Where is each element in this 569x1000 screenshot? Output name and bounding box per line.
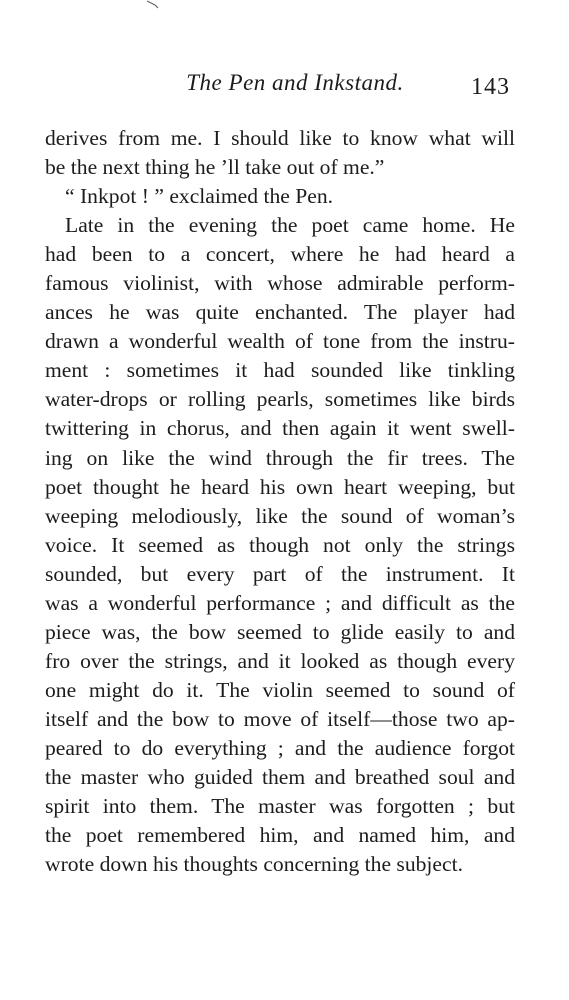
text-line: ing on like the wind through the fir trees. The	[45, 445, 515, 470]
text-line: water-drops or rolling pearls, sometimes like birds	[45, 387, 515, 412]
text-line: wrote down his thoughts concerning the subject.	[45, 852, 463, 877]
paragraph	[45, 124, 515, 182]
text-line: itself and the bow to move of itself—those two ap-	[45, 706, 515, 731]
text-line: ment : sometimes it had sounded like tinkling	[45, 358, 515, 383]
text-line: poet thought he heard his own heart weeping, but	[45, 474, 515, 499]
text-line: weeping melodiously, like the sound of woman’s	[45, 503, 515, 528]
text-line: sounded, but every part of the instrument. It	[45, 561, 515, 586]
paragraph	[45, 182, 515, 211]
text-line: derives from me. I should like to know what will	[45, 126, 515, 150]
page-header	[40, 70, 530, 110]
text-line: be the next thing he ’ll take out of me.”	[45, 155, 385, 180]
text-line: fro over the strings, and it looked as though every	[45, 648, 515, 673]
text-line: “ Inkpot ! ” exclaimed the Pen.	[65, 184, 334, 209]
text-line: the master who guided them and breathed soul and	[45, 765, 515, 790]
text-line: piece was, the bow seemed to glide easily to and	[45, 619, 515, 644]
text-line: one might do it. The violin seemed to sound of	[45, 677, 515, 702]
text-line: Late in the evening the poet came home. He	[65, 213, 515, 238]
text-line: famous violinist, with whose admirable perform-	[45, 271, 515, 296]
running-title: The Pen and Inkstand.	[186, 70, 404, 95]
text-line: ances he was quite enchanted. The player had	[45, 300, 515, 325]
text-line: twittering in chorus, and then again it went swell-	[45, 416, 515, 441]
text-line: voice. It seemed as though not only the strings	[45, 532, 515, 557]
paragraph	[45, 211, 515, 879]
text-line: the poet remembered him, and named him, and	[45, 823, 515, 848]
text-line: spirit into them. The master was forgotten ; but	[45, 794, 515, 819]
ink-mark	[146, 0, 160, 10]
body-text	[45, 124, 515, 879]
text-line: drawn a wonderful wealth of tone from the instru-	[45, 329, 515, 354]
page-number: 143	[471, 74, 510, 100]
text-line: peared to do everything ; and the audience forgot	[45, 735, 515, 760]
text-line: had been to a concert, where he had heard a	[45, 242, 515, 267]
text-line: was a wonderful performance ; and difficult as the	[45, 590, 515, 615]
